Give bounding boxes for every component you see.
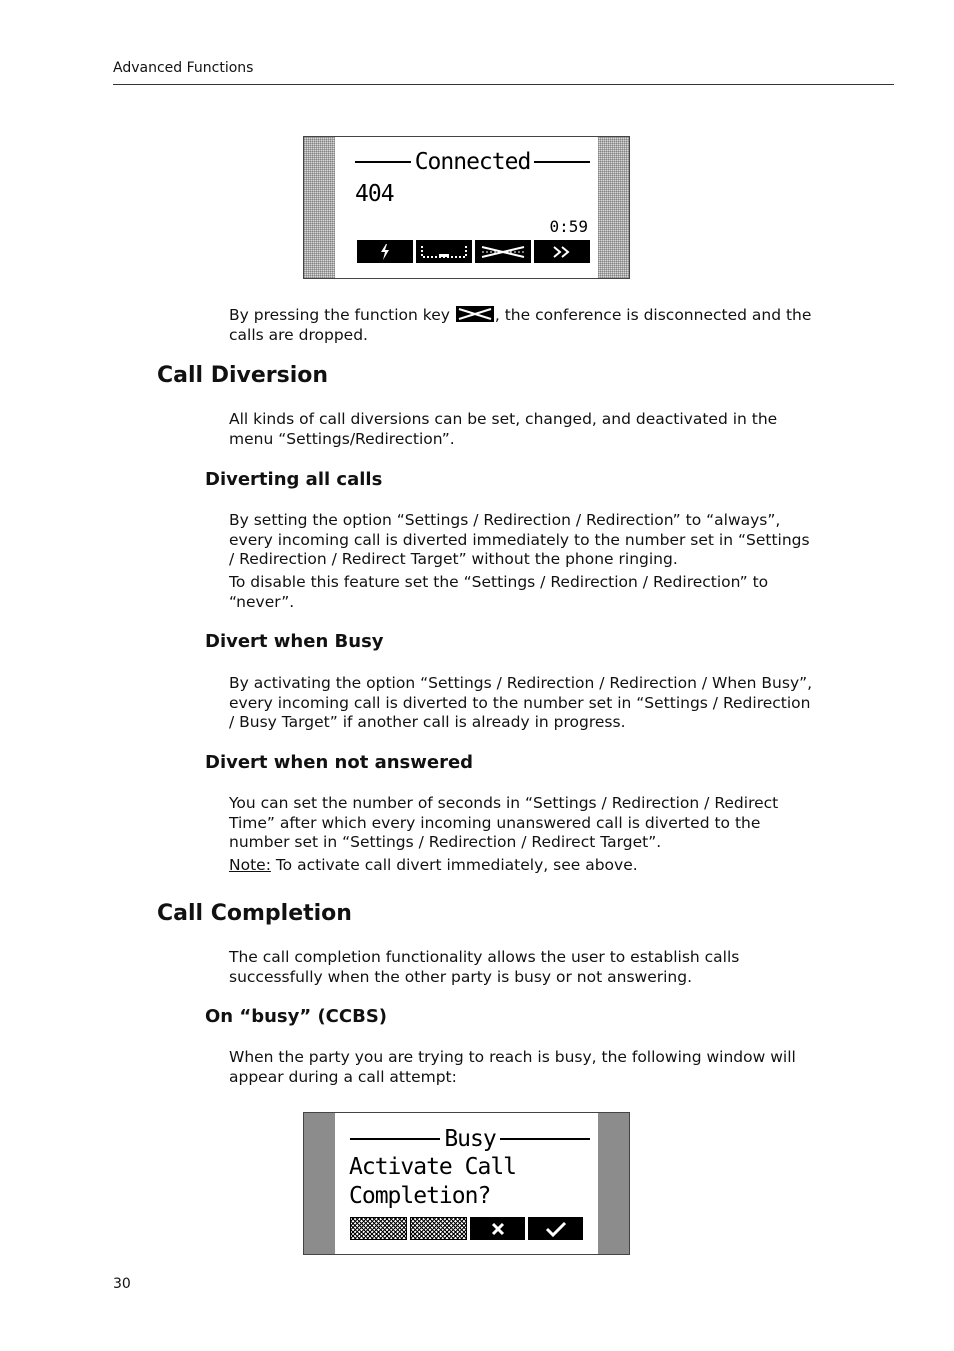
- display-bezel-right: [598, 1113, 629, 1254]
- call-completion-intro: The call completion functionality allows the user to establish calls successfully when the other party is busy or not answering.: [229, 948, 740, 986]
- page-number: 30: [113, 1276, 131, 1292]
- display-bezel-right: [598, 137, 629, 278]
- display-screen: [335, 137, 598, 278]
- display-title-row: [355, 149, 590, 175]
- confirm-icon[interactable]: [528, 1217, 583, 1240]
- conference-disconnect-paragraph: By pressing the function key , the conference is disconnected and the calls are dropped.: [229, 306, 812, 344]
- heading-call-diversion: Call Diversion: [157, 363, 329, 388]
- heading-divert-when-busy: Divert when Busy: [205, 631, 384, 652]
- display-title-row: [350, 1126, 590, 1152]
- display-line-2: Completion?: [349, 1183, 491, 1209]
- disconnect-conference-icon[interactable]: [475, 240, 531, 263]
- disconnect-conference-inline-icon: [456, 306, 494, 322]
- display-timer: 0:59: [549, 217, 588, 236]
- display-title: Connected: [414, 149, 531, 175]
- running-header: Advanced Functions: [113, 60, 254, 76]
- heading-on-busy-ccbs: On “busy” (CCBS): [205, 1006, 388, 1027]
- divert-not-answered-paragraph: You can set the number of seconds in “Settings / Redirection / Redirect Time” after which every incoming unanswered call is diverted to the number set in “Settings / Redirection / Redirect Target”.: [229, 794, 779, 852]
- header-rule: [113, 84, 894, 85]
- display-title: Busy: [444, 1126, 496, 1152]
- display-bezel-left: [304, 1113, 335, 1254]
- diverting-all-calls-paragraph-1: By setting the option “Settings / Redirection / Redirection” to “always”, every incoming call is diverted immediately to the number set in “Settings / Redirection / Redirect Target” without the phone ringing.: [229, 511, 810, 569]
- heading-divert-not-answered: Divert when not answered: [205, 752, 474, 773]
- display-softkeys: [357, 240, 590, 263]
- divert-when-busy-paragraph: By activating the option “Settings / Redirection / Redirection / When Busy”, every incoming call is diverted to the number set in “Settings / Redirection / Busy Target” if another call is already in progress.: [229, 674, 813, 732]
- on-busy-paragraph: When the party you are trying to reach is busy, the following window will appear during a call attempt:: [229, 1048, 796, 1086]
- divert-not-answered-note: Note: To activate call divert immediately, see above.: [229, 856, 638, 874]
- note-label: Note:: [229, 856, 271, 874]
- display-busy: [303, 1112, 630, 1255]
- softkey-blank-1[interactable]: [350, 1217, 407, 1240]
- heading-call-completion: Call Completion: [157, 901, 352, 926]
- display-softkeys: [350, 1217, 583, 1240]
- call-diversion-intro: All kinds of call diversions can be set, changed, and deactivated in the menu “Settings/Redirection”.: [229, 410, 778, 448]
- diverting-all-calls-paragraph-2: To disable this feature set the “Settings / Redirection / Redirection” to “never”.: [229, 573, 769, 611]
- heading-diverting-all-calls: Diverting all calls: [205, 469, 383, 490]
- display-line-1: Activate Call: [349, 1154, 517, 1180]
- more-icon[interactable]: [534, 240, 590, 263]
- display-screen: [335, 1113, 598, 1254]
- hold-icon[interactable]: [416, 240, 472, 263]
- cancel-icon[interactable]: [470, 1217, 525, 1240]
- display-number: 404: [355, 181, 394, 207]
- flash-icon[interactable]: [357, 240, 413, 263]
- softkey-blank-2[interactable]: [410, 1217, 467, 1240]
- display-connected: [303, 136, 630, 279]
- display-bezel-left: [304, 137, 335, 278]
